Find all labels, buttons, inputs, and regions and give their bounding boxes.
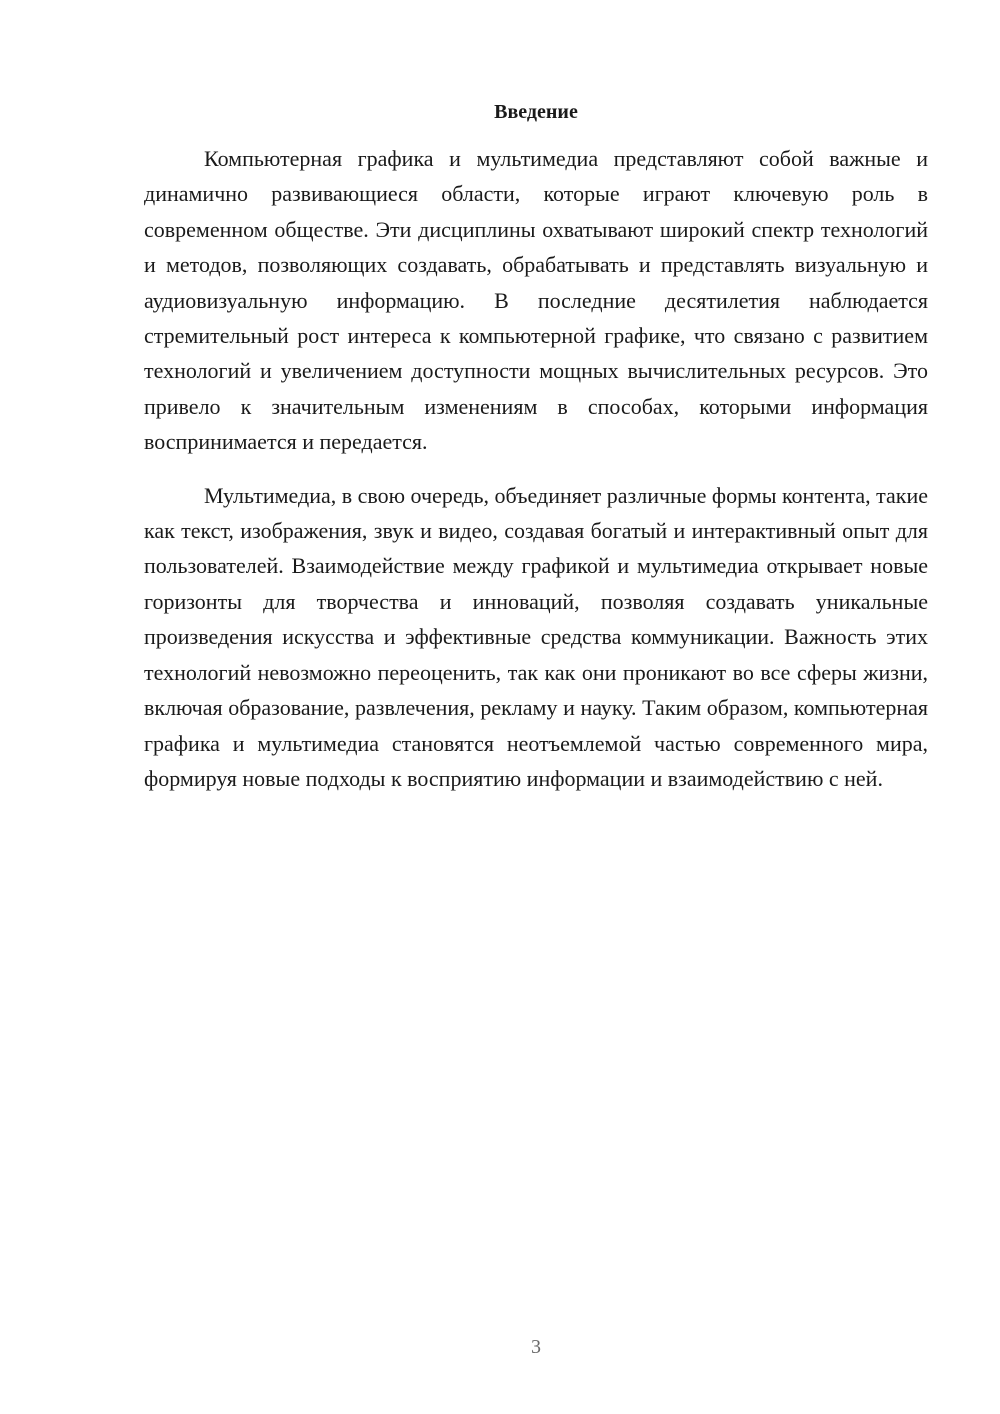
paragraph-1: Компьютерная графика и мультимедиа представляют собой важные и динамично развивающиеся области, которые играют ключевую роль в современном обществе. Эти дисциплины охватывают широкий спектр технологий и методов, позволяющих создавать, обрабатывать и представлять визуальную и аудиовизуальную информацию. В последние десятилетия наблюдается стремительный рост интереса к компьютерной графике, что связано с развитием технологий и увеличением доступности мощных вычислительных ресурсов. Это привело к значительным изменениям в способах, которыми информация воспринимается и передается. xyxy=(144,146,928,455)
paragraph-2: Мультимедиа, в свою очередь, объединяет различные формы контента, такие как текст, изображения, звук и видео, создавая богатый и интерактивный опыт для пользователей. Взаимодействие между графикой и мультимедиа открывает новые горизонты для творчества и инноваций, позволяя создавать уникальные произведения искусства и эффективные средства коммуникации. Важность этих технологий невозможно переоценить, так как они проникают во все сферы жизни, включая образование, развлечения, рекламу и науку. Таким образом, компьютерная графика и мультимедиа становятся неотъемлемой частью современного мира, формируя новые подходы к восприятию информации и взаимодействию с ней. xyxy=(144,482,928,791)
page-number: 3 xyxy=(531,1336,541,1358)
body-text xyxy=(144,141,928,796)
section-title: Введение xyxy=(494,101,578,123)
